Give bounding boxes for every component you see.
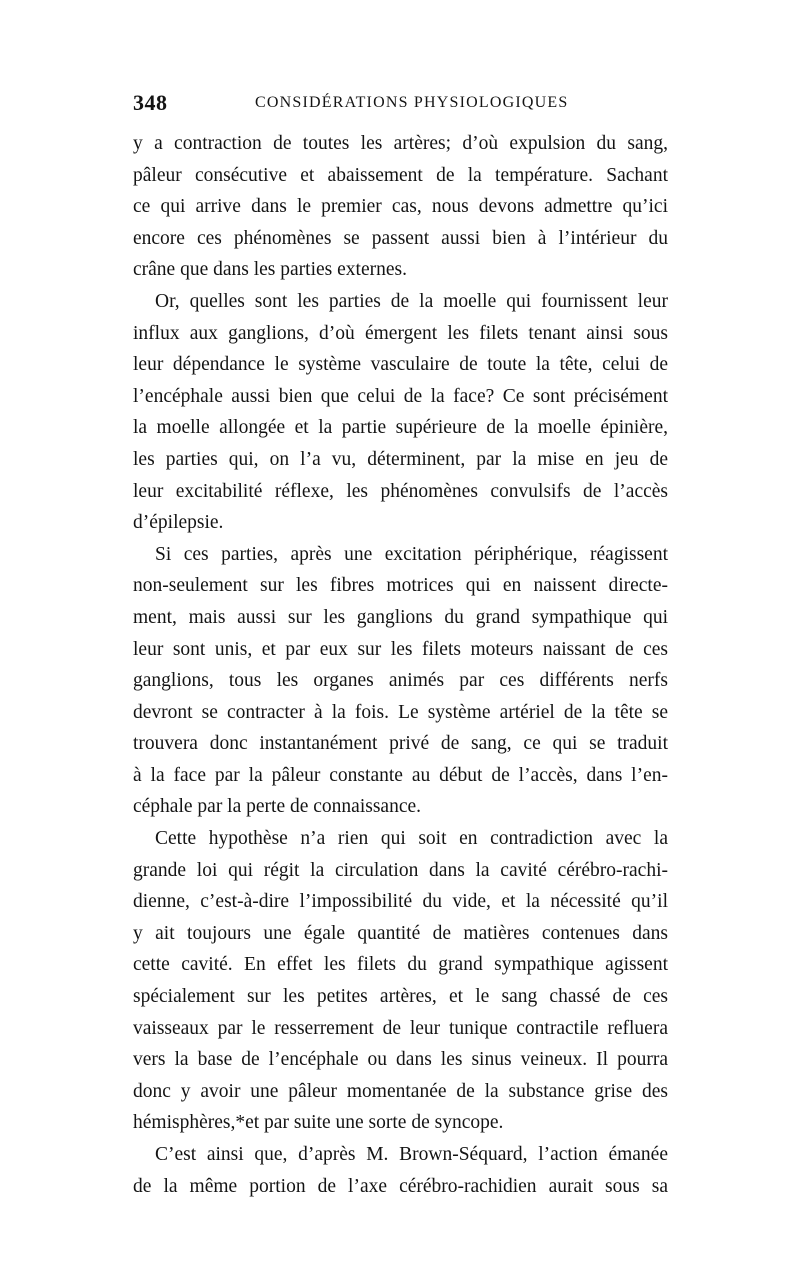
- text-line: les parties qui, on l’a vu, déterminent, par la mise en jeu de: [133, 448, 668, 470]
- text-line: y ait toujours une égale quantité de matières contenues dans: [133, 922, 668, 944]
- text-line: vaisseaux par le resserrement de leur tunique contractile refluera: [133, 1017, 668, 1039]
- text-line: donc y avoir une pâleur momentanée de la substance grise des: [133, 1080, 668, 1102]
- text-line: pâleur consécutive et abaissement de la température. Sachant: [133, 164, 668, 186]
- text-line: céphale par la perte de connaissance.: [133, 796, 422, 818]
- body-text: [133, 128, 668, 1202]
- page-number: 348: [133, 90, 168, 115]
- text-line: ganglions, tous les organes animés par ces différents nerfs: [133, 670, 668, 692]
- text-line: à la face par la pâleur constante au début de l’accès, dans l’en-: [133, 764, 668, 786]
- text-line: non-seulement sur les fibres motrices qui en naissent directe-: [133, 575, 668, 597]
- text-line: Cette hypothèse n’a rien qui soit en contradiction avec la: [155, 828, 668, 850]
- text-line: spécialement sur les petites artères, et le sang chassé de ces: [133, 986, 668, 1008]
- text-line: C’est ainsi que, d’après M. Brown-Séquard, l’action émanée: [155, 1144, 668, 1165]
- text-line: grande loi qui régit la circulation dans la cavité cérébro-rachi-: [133, 859, 668, 881]
- text-line: cette cavité. En effet les filets du grand sympathique agissent: [133, 954, 668, 976]
- text-line: Si ces parties, après une excitation périphérique, réagissent: [155, 543, 668, 565]
- running-title: CONSIDÉRATIONS PHYSIOLOGIQUES: [255, 94, 569, 111]
- text-line: y a contraction de toutes les artères; d’où expulsion du sang,: [133, 133, 668, 154]
- text-line: leur dépendance le système vasculaire de toute la tête, celui de: [133, 354, 668, 376]
- page-header: [133, 90, 668, 120]
- text-line: l’encéphale aussi bien que celui de la face? Ce sont précisément: [133, 385, 668, 407]
- text-line: leur sont unis, et par eux sur les filets moteurs naissant de ces: [133, 638, 668, 660]
- text-line: encore ces phénomènes se passent aussi bien à l’intérieur du: [133, 227, 668, 249]
- text-line: leur excitabilité réflexe, les phénomènes convulsifs de l’accès: [133, 480, 668, 502]
- text-line: crâne que dans les parties externes.: [133, 259, 407, 281]
- text-line: ment, mais aussi sur les ganglions du grand sympathique qui: [133, 606, 668, 628]
- text-line: trouvera donc instantanément privé de sang, ce qui se traduit: [133, 733, 668, 755]
- text-line: Or, quelles sont les parties de la moelle qui fournissent leur: [155, 290, 668, 312]
- text-line: de la même portion de l’axe cérébro-rachidien aurait sous sa: [133, 1175, 668, 1197]
- text-line: la moelle allongée et la partie supérieure de la moelle épinière,: [133, 417, 668, 439]
- text-line: hémisphères,*et par suite une sorte de syncope.: [133, 1112, 504, 1134]
- text-line: ce qui arrive dans le premier cas, nous devons admettre qu’ici: [133, 196, 668, 218]
- text-line: vers la base de l’encéphale ou dans les sinus veineux. Il pourra: [133, 1049, 668, 1071]
- text-line: influx aux ganglions, d’où émergent les filets tenant ainsi sous: [133, 322, 668, 344]
- text-line: d’épilepsie.: [133, 512, 224, 534]
- text-line: dienne, c’est-à-dire l’impossibilité du vide, et la nécessité qu’il: [133, 891, 668, 913]
- text-line: devront se contracter à la fois. Le système artériel de la tête se: [133, 701, 668, 723]
